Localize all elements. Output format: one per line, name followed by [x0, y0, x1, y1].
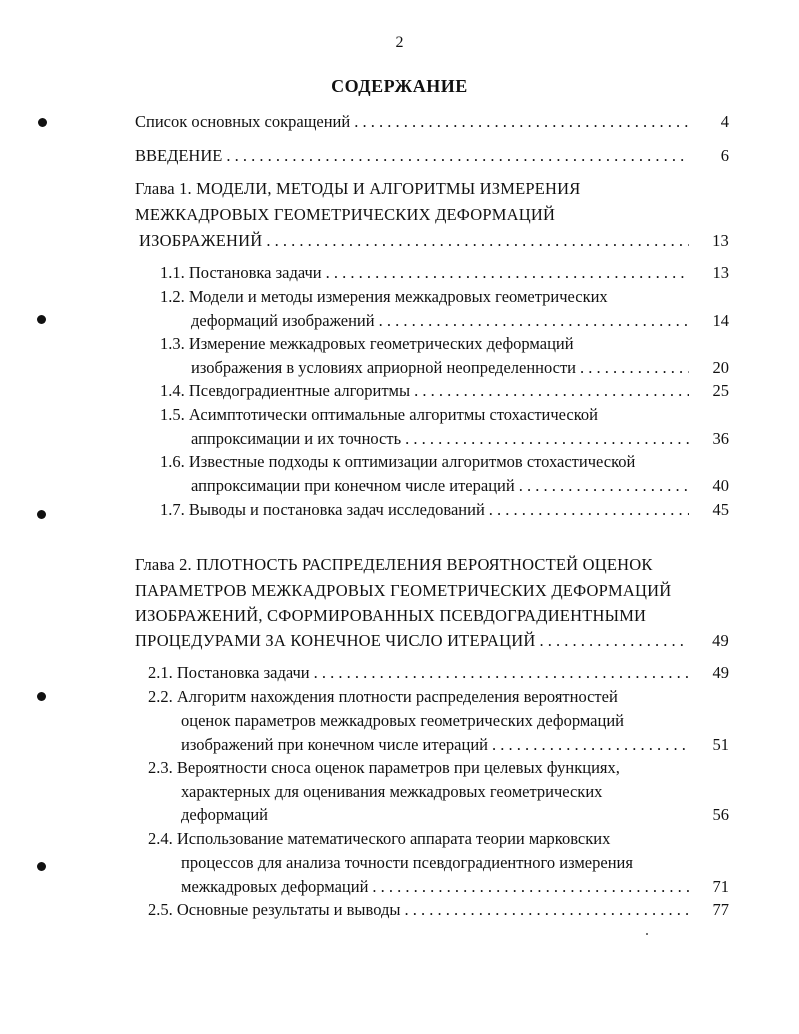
toc-section-2-3-line-2[interactable]: характерных для оценивания межкадровых геометрических: [181, 782, 603, 801]
leader-dots: [226, 145, 689, 167]
leader-dots: [404, 899, 689, 921]
toc-page-number: 56: [712, 805, 729, 824]
toc-page-number: 49: [712, 663, 729, 682]
toc-section-1-7[interactable]: [160, 499, 729, 521]
toc-section-1-6[interactable]: [191, 475, 729, 497]
leader-dots: [314, 662, 689, 684]
toc-page-number: 36: [712, 429, 729, 448]
toc-section-2-4[interactable]: [181, 876, 729, 898]
leader-dots: [405, 428, 689, 450]
toc-section-1-1[interactable]: [160, 262, 729, 284]
toc-page-number: 13: [712, 263, 729, 282]
toc-page-number: 14: [712, 311, 729, 330]
leader-dots: [580, 357, 689, 379]
toc-page-number: 71: [712, 877, 729, 896]
chapter-2-heading-line-1[interactable]: Глава 2. ПЛОТНОСТЬ РАСПРЕДЕЛЕНИЯ ВЕРОЯТНОСТЕЙ ОЦЕНОК: [135, 555, 653, 574]
leader-dots: [519, 475, 689, 497]
toc-section-2-2[interactable]: [181, 734, 729, 756]
toc-entry-text: межкадровых деформаций: [181, 877, 369, 896]
binder-hole-mark: [37, 510, 46, 519]
toc-page-number: 40: [712, 476, 729, 495]
toc-section-1-5-line-1[interactable]: 1.5. Асимптотически оптимальные алгоритмы стохастической: [160, 405, 598, 424]
leader-dots: [489, 499, 689, 521]
toc-page-number: 6: [720, 146, 729, 165]
toc-entry-text: аппроксимации и их точность: [191, 429, 402, 448]
toc-entry-text: ВВЕДЕНИЕ: [135, 146, 223, 165]
toc-page-number: 49: [712, 631, 729, 650]
leader-dots: [354, 111, 689, 133]
toc-section-2-5[interactable]: [148, 899, 729, 921]
chapter-2-heading-line-2[interactable]: ПАРАМЕТРОВ МЕЖКАДРОВЫХ ГЕОМЕТРИЧЕСКИХ ДЕФОРМАЦИЙ: [135, 581, 672, 600]
toc-entry-text: ИЗОБРАЖЕНИЙ: [139, 231, 263, 250]
leader-dots: [379, 310, 689, 332]
toc-section-2-3-line-1[interactable]: 2.3. Вероятности сноса оценок параметров при целевых функциях,: [148, 758, 620, 777]
toc-section-2-4-line-1[interactable]: 2.4. Использование математического аппарата теории марковских: [148, 829, 611, 848]
scan-speck: [646, 933, 648, 935]
toc-page-number: 4: [720, 112, 729, 131]
toc-section-2-4-line-2[interactable]: процессов для анализа точности псевдоградиентного измерения: [181, 853, 633, 872]
leader-dots: [492, 734, 689, 756]
page-title: СОДЕРЖАНИЕ: [331, 76, 468, 96]
leader-dots: [372, 876, 689, 898]
binder-hole-mark: [37, 692, 46, 701]
toc-entry-text: Список основных сокращений: [135, 112, 351, 131]
leader-dots: [414, 380, 689, 402]
toc-entry-text: изображений при конечном числе итераций: [181, 735, 488, 754]
toc-entry-introduction[interactable]: [135, 145, 729, 167]
toc-entry-text: аппроксимации при конечном числе итераций: [191, 476, 515, 495]
toc-entry-text: 2.5. Основные результаты и выводы: [148, 900, 401, 919]
leader-dots: [326, 262, 689, 284]
toc-page-number: 51: [712, 735, 729, 754]
leader-dots: [266, 230, 689, 252]
chapter-2-heading-line-3[interactable]: ИЗОБРАЖЕНИЙ, СФОРМИРОВАННЫХ ПСЕВДОГРАДИЕНТНЫМИ: [135, 606, 647, 625]
toc-entry-abbreviations[interactable]: [135, 111, 729, 133]
toc-entry-text: 1.1. Постановка задачи: [160, 263, 322, 282]
binder-hole-mark: [38, 118, 47, 127]
toc-entry-text: 1.7. Выводы и постановка задач исследований: [160, 500, 485, 519]
toc-section-2-1[interactable]: [148, 662, 729, 684]
chapter-1-heading-line-2[interactable]: МЕЖКАДРОВЫХ ГЕОМЕТРИЧЕСКИХ ДЕФОРМАЦИЙ: [135, 205, 556, 224]
binder-hole-mark: [37, 862, 46, 871]
binder-hole-mark: [37, 315, 46, 324]
toc-section-1-6-line-1[interactable]: 1.6. Известные подходы к оптимизации алгоритмов стохастической: [160, 452, 636, 471]
toc-section-1-3[interactable]: [191, 357, 729, 379]
chapter-1-heading-line-1[interactable]: Глава 1. МОДЕЛИ, МЕТОДЫ И АЛГОРИТМЫ ИЗМЕРЕНИЯ: [135, 179, 581, 198]
toc-section-1-2[interactable]: [191, 310, 729, 332]
toc-entry-text: деформаций изображений: [191, 311, 375, 330]
toc-entry-text: 1.4. Псевдоградиентные алгоритмы: [160, 381, 411, 400]
toc-section-1-2-line-1[interactable]: 1.2. Модели и методы измерения межкадровых геометрических: [160, 287, 608, 306]
chapter-2-heading-line-4[interactable]: [135, 630, 729, 652]
chapter-1-heading-line-3[interactable]: [139, 230, 729, 252]
toc-section-2-2-line-2[interactable]: оценок параметров межкадровых геометрических деформаций: [181, 711, 624, 730]
toc-section-2-2-line-1[interactable]: 2.2. Алгоритм нахождения плотности распределения вероятностей: [148, 687, 618, 706]
toc-page-number: 45: [712, 500, 729, 519]
toc-section-2-3[interactable]: [181, 804, 729, 826]
toc-page-number: 77: [712, 900, 729, 919]
toc-entry-text: 2.1. Постановка задачи: [148, 663, 310, 682]
toc-entry-text: ПРОЦЕДУРАМИ ЗА КОНЕЧНОЕ ЧИСЛО ИТЕРАЦИЙ: [135, 631, 536, 650]
toc-page-number: 13: [712, 231, 729, 250]
leader-dots: [539, 630, 689, 652]
toc-page-number: 25: [712, 381, 729, 400]
toc-entry-text: деформаций: [181, 805, 269, 824]
toc-entry-text: изображения в условиях априорной неопределенности: [191, 358, 577, 377]
toc-section-1-5[interactable]: [191, 428, 729, 450]
toc-page-number: 20: [712, 358, 729, 377]
page-number: 2: [395, 34, 404, 51]
toc-section-1-3-line-1[interactable]: 1.3. Измерение межкадровых геометрических деформаций: [160, 334, 574, 353]
toc-section-1-4[interactable]: [160, 380, 729, 402]
